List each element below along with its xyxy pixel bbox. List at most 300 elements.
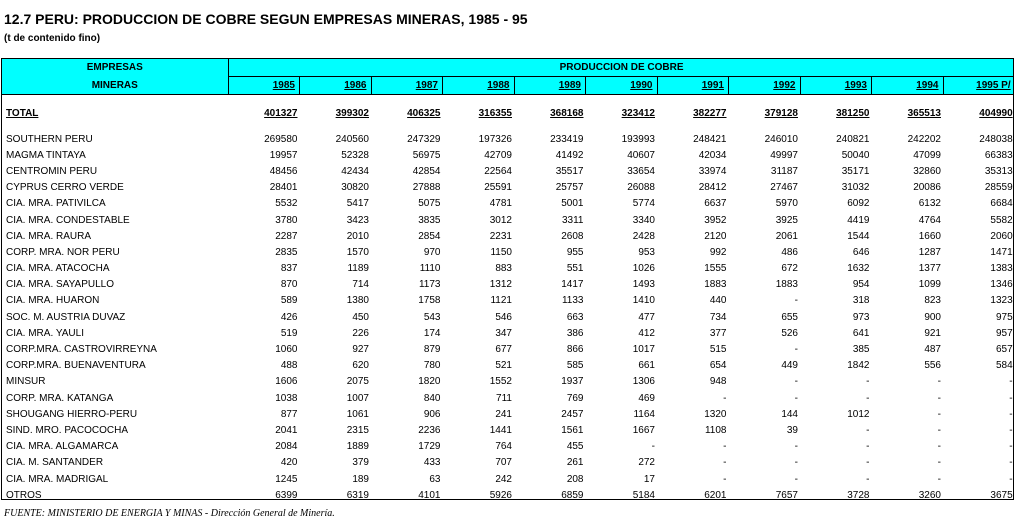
production-value: 519	[280, 327, 298, 339]
production-value: 1660	[918, 230, 941, 242]
production-value: 40607	[627, 149, 655, 161]
header-year	[586, 77, 658, 95]
production-value: 1555	[704, 263, 727, 275]
company-name: CORP. MRA. NOR PERU	[6, 246, 120, 258]
total-label-cell	[2, 103, 228, 123]
production-value: 780	[423, 360, 441, 372]
total-value-cell	[514, 103, 586, 123]
table-row	[2, 261, 1014, 277]
production-value: 455	[566, 441, 584, 453]
company-name: SOC. M. AUSTRIA DUVAZ	[6, 311, 126, 323]
production-value: 620	[352, 360, 369, 372]
production-value: 5774	[632, 198, 655, 210]
production-value: 17	[643, 473, 655, 485]
production-value: 2061	[775, 230, 798, 242]
production-value: 4101	[418, 489, 441, 500]
production-value: 27888	[412, 182, 441, 194]
production-value: 3780	[275, 214, 298, 226]
production-value: 1007	[346, 392, 369, 404]
table-row	[2, 277, 1014, 293]
production-value: -	[866, 376, 870, 388]
production-value: 3952	[704, 214, 727, 226]
production-value: 1417	[561, 279, 584, 291]
production-value: -	[1009, 392, 1013, 404]
total-value-cell	[657, 103, 729, 123]
table-header	[2, 59, 1014, 95]
production-value: 208	[566, 473, 584, 485]
production-value: 764	[495, 441, 512, 453]
production-value: 840	[423, 392, 441, 404]
production-value: -	[866, 473, 870, 485]
production-value: -	[723, 473, 727, 485]
company-name: CYPRUS CERRO VERDE	[6, 182, 124, 194]
production-value: 883	[495, 263, 512, 275]
production-value: 1189	[347, 263, 369, 275]
production-value: 197326	[478, 133, 512, 145]
production-value: 5075	[418, 198, 441, 210]
production-value: 970	[423, 246, 441, 258]
header-year	[657, 77, 729, 95]
company-name: CIA. M. SANTANDER	[6, 457, 104, 469]
production-value: 3728	[847, 489, 870, 500]
production-value: 992	[709, 246, 727, 258]
production-value: 450	[352, 311, 369, 323]
production-value: 4781	[489, 198, 512, 210]
production-value: 426	[280, 311, 298, 323]
production-value: 3340	[632, 214, 655, 226]
table-row	[2, 293, 1014, 309]
production-value: 347	[495, 327, 512, 339]
header-year	[872, 77, 944, 95]
production-value: 927	[352, 344, 369, 356]
production-value: 1552	[489, 376, 512, 388]
total-value-cell	[300, 103, 372, 123]
production-value: 866	[566, 344, 584, 356]
production-value: 677	[495, 344, 512, 356]
production-value: -	[1009, 457, 1013, 469]
production-value: 449	[781, 360, 798, 372]
header-year	[371, 77, 443, 95]
production-value: 5532	[275, 198, 298, 210]
header-year-label: 1988	[487, 80, 510, 91]
production-value: 50040	[841, 149, 870, 161]
production-value: 5970	[775, 198, 798, 210]
production-value: 1323	[990, 295, 1013, 307]
production-value: -	[723, 441, 727, 453]
production-value: 948	[709, 376, 727, 388]
production-value: 385	[852, 344, 870, 356]
production-value: 2075	[346, 376, 369, 388]
total-value-cell	[729, 103, 801, 123]
production-value: 420	[280, 457, 298, 469]
production-value: 657	[995, 344, 1013, 356]
production-value: 646	[852, 246, 870, 258]
header-year-label: 1990	[630, 80, 653, 91]
production-value: 584	[995, 360, 1013, 372]
total-row	[2, 103, 1014, 123]
production-value: 42709	[484, 149, 512, 161]
table-row	[2, 196, 1014, 212]
production-value: 144	[781, 408, 798, 420]
production-value: -	[1009, 473, 1013, 485]
production-value: 6319	[346, 489, 369, 500]
production-value: 870	[280, 279, 298, 291]
production-value: -	[937, 441, 941, 453]
production-value: 1561	[561, 424, 584, 436]
production-value: -	[794, 457, 798, 469]
production-value: 25591	[484, 182, 512, 194]
production-value: 521	[495, 360, 512, 372]
production-value: 2457	[561, 408, 584, 420]
production-value: 26088	[627, 182, 655, 194]
production-value: -	[794, 295, 798, 307]
header-year	[514, 77, 586, 95]
table-row	[2, 147, 1014, 163]
production-value: 32860	[913, 165, 941, 177]
production-value: 377	[709, 327, 727, 339]
header-empresas: EMPRESAS	[2, 59, 228, 77]
production-value: 33974	[698, 165, 727, 177]
production-value: 27467	[770, 182, 798, 194]
production-value: 1570	[346, 246, 369, 258]
header-year	[943, 77, 1014, 95]
production-value: 1410	[632, 295, 655, 307]
table-row	[2, 487, 1014, 500]
production-value: 1606	[275, 376, 298, 388]
production-value: 5926	[489, 489, 512, 500]
production-value: -	[1009, 424, 1013, 436]
production-value: 487	[924, 344, 941, 356]
total-value: 381250	[836, 107, 870, 119]
header-year-label: 1989	[558, 80, 581, 91]
total-value-cell	[228, 103, 300, 123]
total-value: 406325	[407, 107, 441, 119]
copper-production-table	[2, 59, 1014, 500]
production-value: 35171	[841, 165, 870, 177]
production-value: 655	[781, 311, 798, 323]
production-value: 2287	[275, 230, 298, 242]
production-value: 585	[566, 360, 584, 372]
production-value: 477	[638, 311, 655, 323]
production-value: 1110	[419, 263, 441, 275]
production-value: 1842	[847, 360, 870, 372]
table-row	[2, 422, 1014, 438]
production-value: 1937	[561, 376, 584, 388]
table-body	[2, 95, 1014, 501]
production-value: -	[651, 441, 655, 453]
production-value: 5001	[561, 198, 584, 210]
production-value: 2060	[990, 230, 1013, 242]
table-row	[2, 455, 1014, 471]
source-note: FUENTE: MINISTERIO DE ENERGIA Y MINAS - Dirección General de Minería.	[4, 508, 335, 519]
production-value: 551	[566, 263, 584, 275]
header-produccion: PRODUCCION DE COBRE	[228, 59, 1014, 77]
production-value: 672	[781, 263, 798, 275]
production-value: 1173	[418, 279, 441, 291]
production-value: -	[1009, 441, 1013, 453]
production-value: -	[866, 392, 870, 404]
table-row	[2, 228, 1014, 244]
production-value: 248421	[693, 133, 727, 145]
total-value: 404990	[979, 107, 1013, 119]
production-value: 318	[852, 295, 870, 307]
production-value: 241	[495, 408, 512, 420]
production-value: 22564	[484, 165, 512, 177]
production-value: -	[937, 376, 941, 388]
spacer-row	[2, 123, 1014, 131]
production-value: 2010	[346, 230, 369, 242]
production-value: 1729	[418, 441, 441, 453]
production-value: 189	[352, 473, 369, 485]
production-value: 1820	[418, 376, 441, 388]
production-value: 955	[566, 246, 584, 258]
header-year-label: 1994	[916, 80, 939, 91]
production-value: 56975	[412, 149, 441, 161]
production-value: 486	[781, 246, 798, 258]
total-value: 316355	[478, 107, 512, 119]
production-value: -	[794, 473, 798, 485]
production-value: 6092	[847, 198, 870, 210]
production-value: 1493	[632, 279, 655, 291]
production-value: 3012	[489, 214, 512, 226]
production-value: 1544	[847, 230, 870, 242]
production-value: 28559	[984, 182, 1013, 194]
production-value: 48456	[269, 165, 298, 177]
table-row	[2, 341, 1014, 357]
production-value: 42854	[412, 165, 441, 177]
company-name: SOUTHERN PERU	[6, 133, 93, 145]
production-value: 246010	[764, 133, 798, 145]
production-value: 226	[352, 327, 369, 339]
production-value: -	[794, 344, 798, 356]
total-value: 401327	[264, 107, 298, 119]
production-value: -	[794, 392, 798, 404]
production-value: 6132	[918, 198, 941, 210]
production-value: 3925	[775, 214, 798, 226]
production-value: 261	[566, 457, 584, 469]
table-row	[2, 439, 1014, 455]
production-value: 1377	[918, 263, 941, 275]
header-year	[729, 77, 801, 95]
table-row	[2, 131, 1014, 147]
header-year-label: 1987	[415, 80, 438, 91]
total-value-cell	[586, 103, 658, 123]
company-name: CIA. MRA. MADRIGAL	[6, 473, 109, 485]
production-value: 52328	[341, 149, 369, 161]
table-row	[2, 212, 1014, 228]
production-value: 1038	[275, 392, 298, 404]
production-value: 240821	[836, 133, 870, 145]
production-value: 546	[495, 311, 512, 323]
production-value: 242	[495, 473, 512, 485]
production-value: 711	[496, 392, 512, 404]
production-value: 714	[352, 279, 369, 291]
production-value: 556	[924, 360, 941, 372]
production-value: 526	[781, 327, 798, 339]
production-value: 35517	[555, 165, 584, 177]
production-value: 641	[852, 327, 870, 339]
production-value: 954	[852, 279, 870, 291]
company-name: CIA. MRA. CONDESTABLE	[6, 214, 130, 226]
production-value: 1017	[632, 344, 655, 356]
production-value: 1306	[632, 376, 655, 388]
production-value: 433	[423, 457, 441, 469]
total-value-cell	[872, 103, 944, 123]
total-value: 399302	[335, 107, 369, 119]
header-year-label: 1993	[844, 80, 867, 91]
production-value: 654	[709, 360, 727, 372]
production-value: 3311	[561, 214, 584, 226]
production-value: 6201	[704, 489, 727, 500]
production-value: 823	[924, 295, 941, 307]
production-value: 1383	[990, 263, 1013, 275]
production-value: 2236	[418, 424, 441, 436]
production-value: 4764	[918, 214, 941, 226]
total-value-cell	[443, 103, 515, 123]
company-name: CORP.MRA. BUENAVENTURA	[6, 360, 146, 372]
company-name: CIA. MRA. ALGAMARCA	[6, 441, 119, 453]
production-value: 1133	[561, 295, 584, 307]
header-year-label: 1986	[344, 80, 367, 91]
production-value: 47099	[913, 149, 941, 161]
production-value: 5417	[346, 198, 369, 210]
production-value: 25757	[555, 182, 584, 194]
table-row	[2, 374, 1014, 390]
production-value: 1099	[918, 279, 941, 291]
production-value: 1312	[489, 279, 512, 291]
total-value-cell	[800, 103, 872, 123]
table-subtitle: (t de contenido fino)	[4, 33, 101, 44]
production-value: 41492	[555, 149, 584, 161]
table-row	[2, 163, 1014, 179]
header-mineras: MINERAS	[2, 77, 228, 95]
production-value: 1889	[346, 441, 369, 453]
production-value: 440	[709, 295, 727, 307]
header-year-label: 1985	[272, 80, 295, 91]
production-value: 543	[423, 311, 441, 323]
production-value: -	[937, 408, 941, 420]
production-value: 1667	[632, 424, 655, 436]
production-value: 2120	[704, 230, 727, 242]
production-value: -	[937, 392, 941, 404]
production-value: 30820	[341, 182, 369, 194]
table-title: 12.7 PERU: PRODUCCION DE COBRE SEGUN EMPRESAS MINERAS, 1985 - 95	[4, 11, 528, 27]
table-row	[2, 244, 1014, 260]
production-value: 661	[638, 360, 655, 372]
production-value: 3423	[346, 214, 369, 226]
production-value: 63	[429, 473, 441, 485]
company-name: MAGMA TINTAYA	[6, 149, 86, 161]
table-row	[2, 358, 1014, 374]
total-value: 379128	[764, 107, 798, 119]
production-value: 42434	[341, 165, 369, 177]
spacer-row	[2, 95, 1014, 104]
production-value: 2084	[275, 441, 298, 453]
production-value: 3835	[418, 214, 441, 226]
production-value: 1026	[632, 263, 655, 275]
company-name: MINSUR	[6, 376, 46, 388]
production-value: 174	[423, 327, 441, 339]
total-value-cell	[943, 103, 1014, 123]
production-value: 35313	[984, 165, 1013, 177]
production-value: 412	[638, 327, 655, 339]
production-value: -	[866, 457, 870, 469]
production-value: 1320	[704, 408, 727, 420]
production-value: 1758	[418, 295, 441, 307]
production-value: 7657	[775, 489, 798, 500]
company-name: CORP.MRA. CASTROVIRREYNA	[6, 344, 157, 356]
production-value: 193993	[621, 133, 655, 145]
production-value: 900	[924, 311, 941, 323]
production-value: 2428	[632, 230, 655, 242]
production-value: 1012	[847, 408, 870, 420]
production-value: -	[1009, 376, 1013, 388]
production-value: 20086	[913, 182, 941, 194]
table-row	[2, 471, 1014, 487]
production-value: -	[866, 424, 870, 436]
production-value: 515	[709, 344, 727, 356]
production-value: 1060	[275, 344, 298, 356]
production-value: 1121	[490, 295, 512, 307]
production-value: 589	[280, 295, 298, 307]
production-value: 6859	[561, 489, 584, 500]
production-value: 233419	[550, 133, 584, 145]
production-value: -	[937, 457, 941, 469]
production-value: 2231	[489, 230, 512, 242]
company-name: CIA. MRA. SAYAPULLO	[6, 279, 114, 291]
production-value: 488	[280, 360, 298, 372]
header-year-label: 1991	[701, 80, 724, 91]
production-value: 2608	[561, 230, 584, 242]
production-value: 386	[566, 327, 584, 339]
company-name: SIND. MRO. PACOCOCHA	[6, 424, 129, 436]
production-value: 5184	[632, 489, 655, 500]
company-name: CIA. MRA. ATACOCHA	[6, 263, 110, 275]
company-name: CIA. MRA. HUARON	[6, 295, 100, 307]
total-value: 365513	[907, 107, 941, 119]
production-value: 769	[566, 392, 584, 404]
production-value: 1346	[990, 279, 1013, 291]
production-value: -	[866, 441, 870, 453]
production-value: 248038	[979, 133, 1013, 145]
company-name: CIA. MRA. PATIVILCA	[6, 198, 106, 210]
production-value: 1287	[918, 246, 941, 258]
copper-production-table-container	[1, 58, 1014, 500]
total-label: TOTAL	[6, 107, 39, 119]
production-value: -	[723, 392, 727, 404]
production-value: 906	[423, 408, 441, 420]
production-value: 879	[423, 344, 441, 356]
production-value: 734	[709, 311, 727, 323]
table-row	[2, 180, 1014, 196]
production-value: 1150	[490, 246, 512, 258]
total-value-cell	[371, 103, 443, 123]
production-value: 6399	[275, 489, 298, 500]
production-value: 5582	[990, 214, 1013, 226]
production-value: 663	[566, 311, 584, 323]
production-value: 837	[280, 263, 298, 275]
production-value: 19957	[269, 149, 298, 161]
production-value: 975	[995, 311, 1013, 323]
production-value: 6637	[704, 198, 727, 210]
production-value: 469	[638, 392, 655, 404]
company-name: CIA. MRA. YAULI	[6, 327, 84, 339]
company-name: CENTROMIN PERU	[6, 165, 98, 177]
production-value: 1164	[633, 408, 655, 420]
production-value: -	[937, 473, 941, 485]
production-value: 240560	[335, 133, 369, 145]
production-value: -	[1009, 408, 1013, 420]
